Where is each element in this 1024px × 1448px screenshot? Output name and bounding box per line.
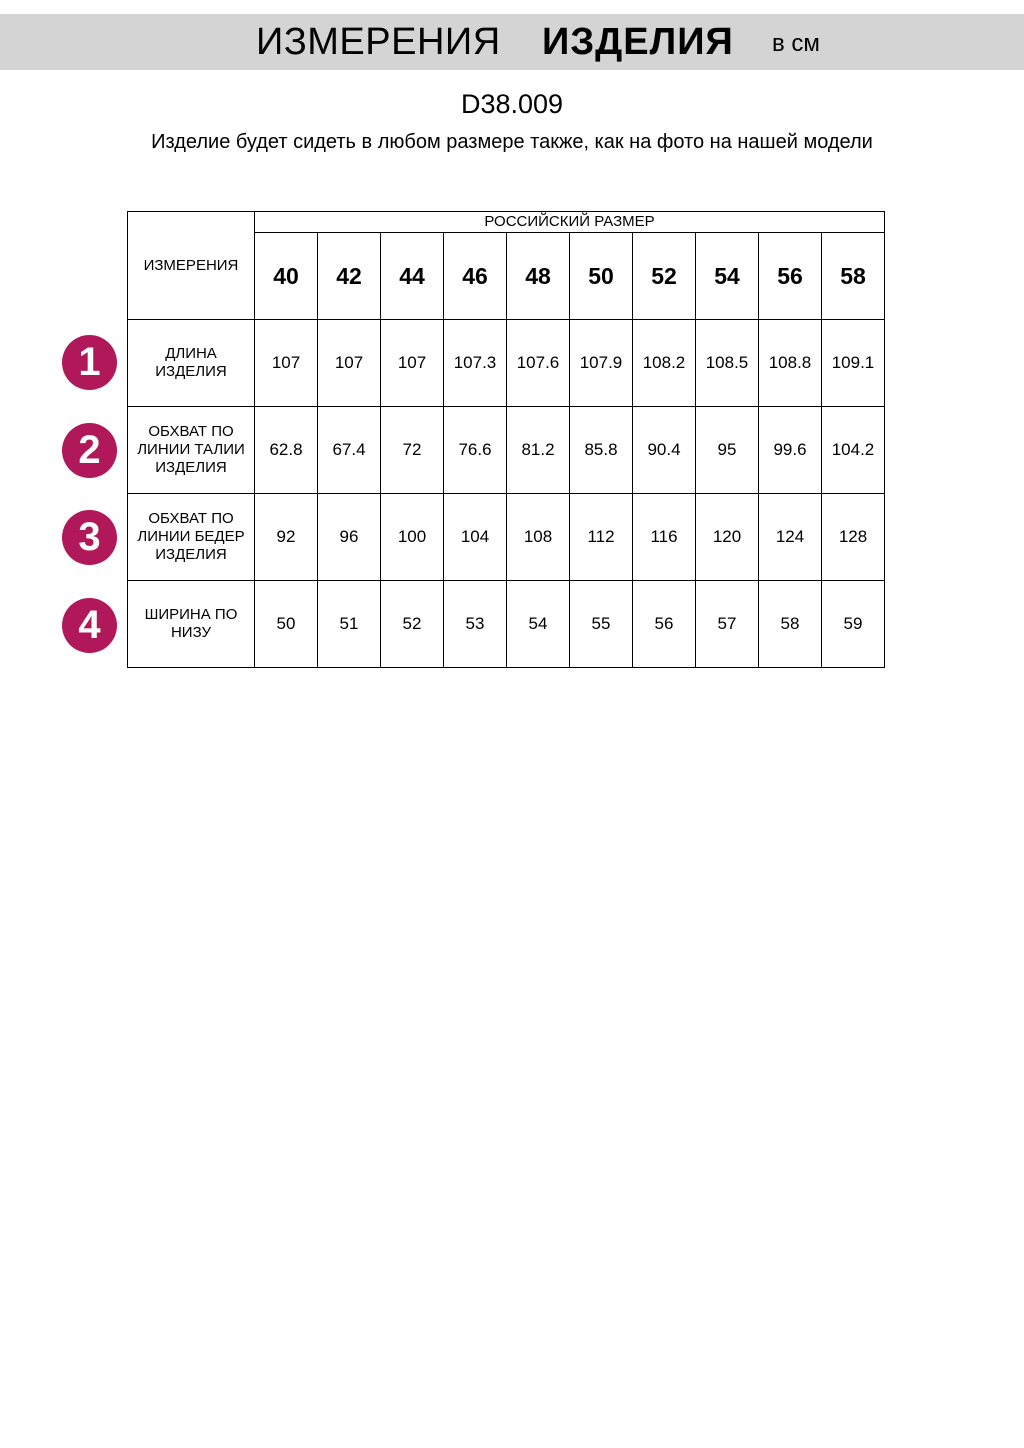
table-cell: 72 xyxy=(381,407,444,494)
table-cell: 128 xyxy=(822,494,885,581)
badge-4: 4 xyxy=(62,598,117,653)
table-row xyxy=(128,320,885,407)
table-row xyxy=(128,581,885,668)
corner-label: ИЗМЕРЕНИЯ xyxy=(128,212,255,320)
table-cell: 58 xyxy=(759,581,822,668)
page-title-measurements: ИЗМЕРЕНИЯ xyxy=(256,21,501,63)
table-cell: 96 xyxy=(318,494,381,581)
table-cell: 107.3 xyxy=(444,320,507,407)
unit-label: в см xyxy=(772,30,820,57)
table-cell: 51 xyxy=(318,581,381,668)
table-cell: 95 xyxy=(696,407,759,494)
table-cell: 107.9 xyxy=(570,320,633,407)
table-cell: 50 xyxy=(255,581,318,668)
size-table xyxy=(127,211,885,668)
size-header: 58 xyxy=(822,233,885,320)
size-header: 50 xyxy=(570,233,633,320)
size-header: 40 xyxy=(255,233,318,320)
table-cell: 81.2 xyxy=(507,407,570,494)
table-cell: 108.5 xyxy=(696,320,759,407)
badge-3: 3 xyxy=(62,510,117,565)
size-header: 54 xyxy=(696,233,759,320)
table-cell: 67.4 xyxy=(318,407,381,494)
table-cell: 62.8 xyxy=(255,407,318,494)
size-group-label: РОССИЙСКИЙ РАЗМЕР xyxy=(255,212,885,233)
row-label-hem-width: ШИРИНА ПО НИЗУ xyxy=(128,581,255,668)
table-cell: 120 xyxy=(696,494,759,581)
row-label-hips: ОБХВАТ ПО ЛИНИИ БЕДЕР ИЗДЕЛИЯ xyxy=(128,494,255,581)
table-cell: 92 xyxy=(255,494,318,581)
table-cell: 107 xyxy=(381,320,444,407)
table-cell: 116 xyxy=(633,494,696,581)
table-cell: 55 xyxy=(570,581,633,668)
size-header: 48 xyxy=(507,233,570,320)
table-cell: 104.2 xyxy=(822,407,885,494)
table-cell: 59 xyxy=(822,581,885,668)
table-cell: 52 xyxy=(381,581,444,668)
table-cell: 109.1 xyxy=(822,320,885,407)
badge-2: 2 xyxy=(62,423,117,478)
table-cell: 85.8 xyxy=(570,407,633,494)
table-cell: 57 xyxy=(696,581,759,668)
table-cell: 108.2 xyxy=(633,320,696,407)
table-cell: 100 xyxy=(381,494,444,581)
table-cell: 124 xyxy=(759,494,822,581)
size-header: 44 xyxy=(381,233,444,320)
table-cell: 90.4 xyxy=(633,407,696,494)
size-header: 46 xyxy=(444,233,507,320)
size-header: 56 xyxy=(759,233,822,320)
table-row xyxy=(128,494,885,581)
table-cell: 107 xyxy=(318,320,381,407)
badge-1: 1 xyxy=(62,335,117,390)
table-cell: 107 xyxy=(255,320,318,407)
table-cell: 76.6 xyxy=(444,407,507,494)
table-cell: 112 xyxy=(570,494,633,581)
table-row xyxy=(128,407,885,494)
page-title-product: ИЗДЕЛИЯ xyxy=(542,21,734,63)
size-header: 52 xyxy=(633,233,696,320)
table-cell: 108 xyxy=(507,494,570,581)
row-label-waist: ОБХВАТ ПО ЛИНИИ ТАЛИИ ИЗДЕЛИЯ xyxy=(128,407,255,494)
table-cell: 107.6 xyxy=(507,320,570,407)
table-cell: 53 xyxy=(444,581,507,668)
row-label-length: ДЛИНА ИЗДЕЛИЯ xyxy=(128,320,255,407)
table-cell: 99.6 xyxy=(759,407,822,494)
header-bar xyxy=(0,14,1024,70)
table-cell: 104 xyxy=(444,494,507,581)
table-cell: 56 xyxy=(633,581,696,668)
table-header-row xyxy=(128,212,885,233)
size-header: 42 xyxy=(318,233,381,320)
table-cell: 54 xyxy=(507,581,570,668)
table-cell: 108.8 xyxy=(759,320,822,407)
article-number: D38.009 xyxy=(460,89,564,119)
fit-note: Изделие будет сидеть в любом размере также, как на фото на нашей модели xyxy=(151,131,873,153)
